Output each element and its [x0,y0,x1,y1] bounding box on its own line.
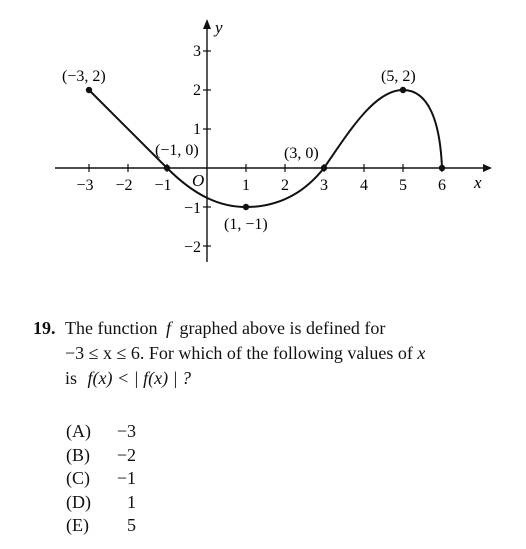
question-text: graphed above is defined for [179,318,386,338]
x-tick-label: 3 [320,177,328,194]
answer-choices [66,420,136,538]
choice-letter: (B) [66,444,90,465]
point-marker [86,87,92,93]
point-label: (1, −1) [224,216,268,233]
x-tick-label: 1 [242,177,250,194]
point-marker [243,204,249,210]
question-text: −3 ≤ x ≤ 6. For which of the following values of [65,343,413,363]
choice-value: 1 [127,491,136,512]
x-tick-label: −3 [76,177,94,194]
choice-value: 5 [127,515,136,535]
x-tick-label: 6 [438,177,446,194]
point-marker [321,165,327,171]
question-text: The function [65,318,158,338]
question-block [33,316,513,391]
choice-letter: (E) [66,515,89,535]
answer-choice[interactable] [66,467,136,491]
point-marker [400,87,406,93]
answer-choice[interactable] [66,514,136,538]
y-tick-label: −2 [183,239,201,256]
point-label: (−3, 2) [62,68,106,85]
function-symbol: f [165,318,171,338]
origin-label: O [192,171,205,190]
y-tick-label: 1 [193,121,201,138]
inequality-expression: f(x) < | f(x) | ? [87,368,192,388]
x-tick-label: −1 [154,177,172,194]
point-marker [439,165,445,171]
choice-letter: (D) [66,491,91,512]
x-axis-label: x [474,173,482,192]
choice-value: −1 [116,468,136,488]
answer-choice[interactable] [66,420,136,444]
y-axis-arrow [203,19,211,29]
y-tick-label: 2 [193,82,201,99]
choice-value: −2 [116,444,136,465]
point-label: (−1, 0) [155,142,199,159]
choice-letter: (C) [66,468,90,488]
x-tick-label: −2 [115,177,133,194]
question-text: is [65,368,78,388]
x-axis-arrow [483,164,492,172]
point-marker [164,165,170,171]
y-axis-label: y [215,18,223,37]
x-tick-label: 5 [399,177,407,194]
choice-letter: (A) [66,421,91,441]
answer-choice[interactable] [66,491,136,515]
y-tick-label: 3 [193,43,201,60]
x-tick-label: 2 [281,177,289,194]
function-curve [89,90,442,207]
choice-value: −3 [116,421,136,441]
point-label: (3, 0) [284,145,319,162]
answer-choice[interactable] [66,444,136,468]
question-number: 19. [33,318,56,338]
x-tick-label: 4 [360,177,368,194]
variable-symbol: x [417,343,426,363]
y-tick-label: −1 [183,200,201,217]
point-label: (5, 2) [381,68,416,85]
